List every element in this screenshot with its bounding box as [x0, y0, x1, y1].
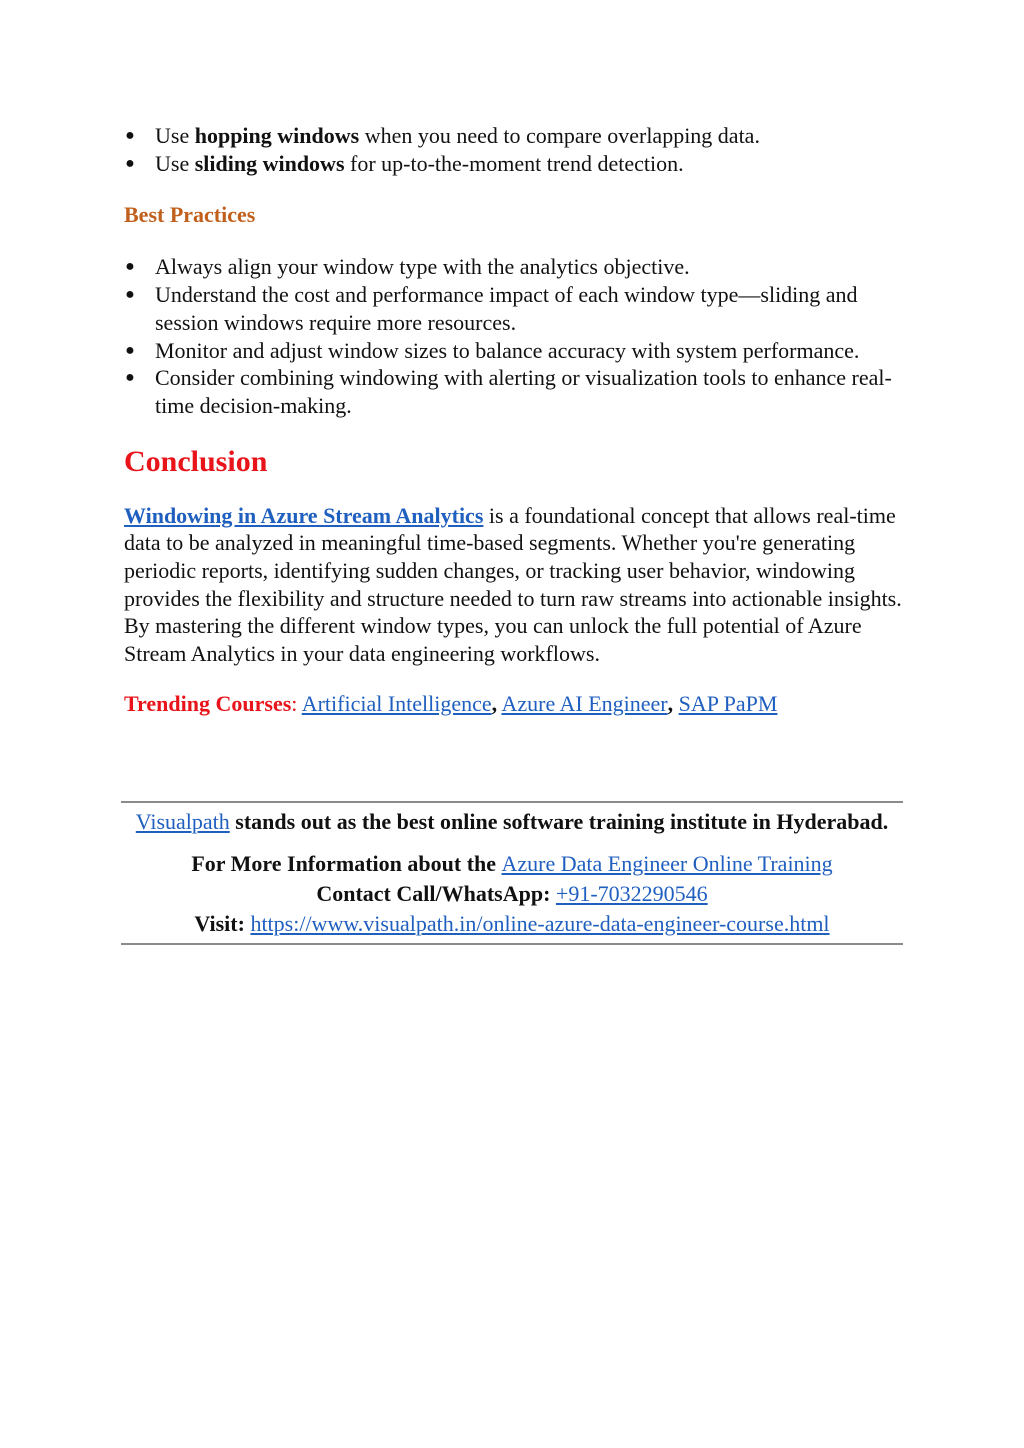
trending-courses: [124, 690, 904, 718]
course-url-link[interactable]: https://www.visualpath.in/online-azure-data-engineer-course.html: [250, 911, 830, 936]
course-link-sap-papm[interactable]: SAP PaPM: [678, 690, 778, 716]
course-link-azure-ai-engineer[interactable]: Azure AI Engineer: [501, 690, 668, 716]
bullet-icon: ●: [125, 341, 135, 359]
contact-label: Contact Call/WhatsApp:: [316, 881, 556, 906]
contact-footer: [121, 801, 903, 945]
conclusion-heading: Conclusion: [124, 444, 268, 478]
list-item-text: Monitor and adjust window sizes to balance accuracy with system performance.: [155, 337, 860, 363]
list-item-suffix: when you need to compare overlapping data.: [359, 123, 760, 148]
windowing-article-link[interactable]: Windowing in Azure Stream Analytics: [124, 502, 484, 528]
list-item-text: Understand the cost and performance impact of each window type—sliding and session windows require more resources.: [155, 282, 858, 335]
list-item: [124, 150, 904, 178]
phone-link[interactable]: +91-7032290546: [555, 881, 708, 906]
best-practices-list: [124, 253, 904, 419]
course-link-artificial-intelligence[interactable]: Artificial Intelligence: [301, 690, 492, 716]
best-practices-heading: Best Practices: [124, 202, 256, 228]
more-info-label: For More Information about the: [191, 851, 502, 876]
list-item: [124, 337, 904, 365]
list-item-prefix: Use: [155, 150, 195, 176]
bullet-icon: ●: [125, 154, 135, 172]
footer-tagline: [121, 807, 903, 837]
bullet-icon: ●: [125, 258, 135, 276]
footer-contact: [121, 879, 903, 909]
list-item: [124, 253, 904, 281]
visualpath-link[interactable]: Visualpath: [135, 809, 230, 834]
window-usage-list: [124, 122, 904, 177]
visit-label: Visit:: [194, 911, 251, 936]
azure-training-link[interactable]: Azure Data Engineer Online Training: [501, 851, 833, 876]
list-item-suffix: for up-to-the-moment trend detection.: [344, 150, 684, 176]
conclusion-body: is a foundational concept that allows real-time data to be analyzed in meaningful time-based segments. Whether you're generating periodic reports, identifying sudden changes, or tracking user behavior, windowing provides the flexibility and structure needed to turn raw streams into actionable insights. By mastering the different window types, you can unlock the full potential of Azure Stream Analytics in your data engineering workflows.: [124, 502, 902, 667]
trending-label: Trending Courses: [124, 690, 292, 716]
trending-colon: :: [291, 690, 298, 716]
list-item: [124, 364, 904, 419]
document-page: [124, 122, 904, 740]
separator: ,: [667, 690, 674, 716]
conclusion-paragraph: [124, 502, 904, 668]
bullet-icon: ●: [125, 286, 135, 304]
bullet-icon: ●: [125, 369, 135, 387]
list-item-prefix: Use: [155, 123, 195, 148]
list-item: [124, 122, 904, 150]
footer-more-info: [121, 849, 903, 879]
list-item-text: Consider combining windowing with alerting or visualization tools to enhance real-time decision-making.: [155, 365, 892, 418]
footer-visit: [121, 909, 903, 939]
tagline-text: stands out as the best online software training institute in Hyderabad.: [229, 809, 889, 834]
separator: ,: [491, 690, 498, 716]
bullet-icon: ●: [125, 127, 135, 144]
list-item: [124, 281, 904, 336]
list-item-bold: sliding windows: [194, 150, 345, 176]
list-item-bold: hopping windows: [194, 123, 360, 148]
list-item-text: Always align your window type with the analytics objective.: [155, 254, 690, 280]
